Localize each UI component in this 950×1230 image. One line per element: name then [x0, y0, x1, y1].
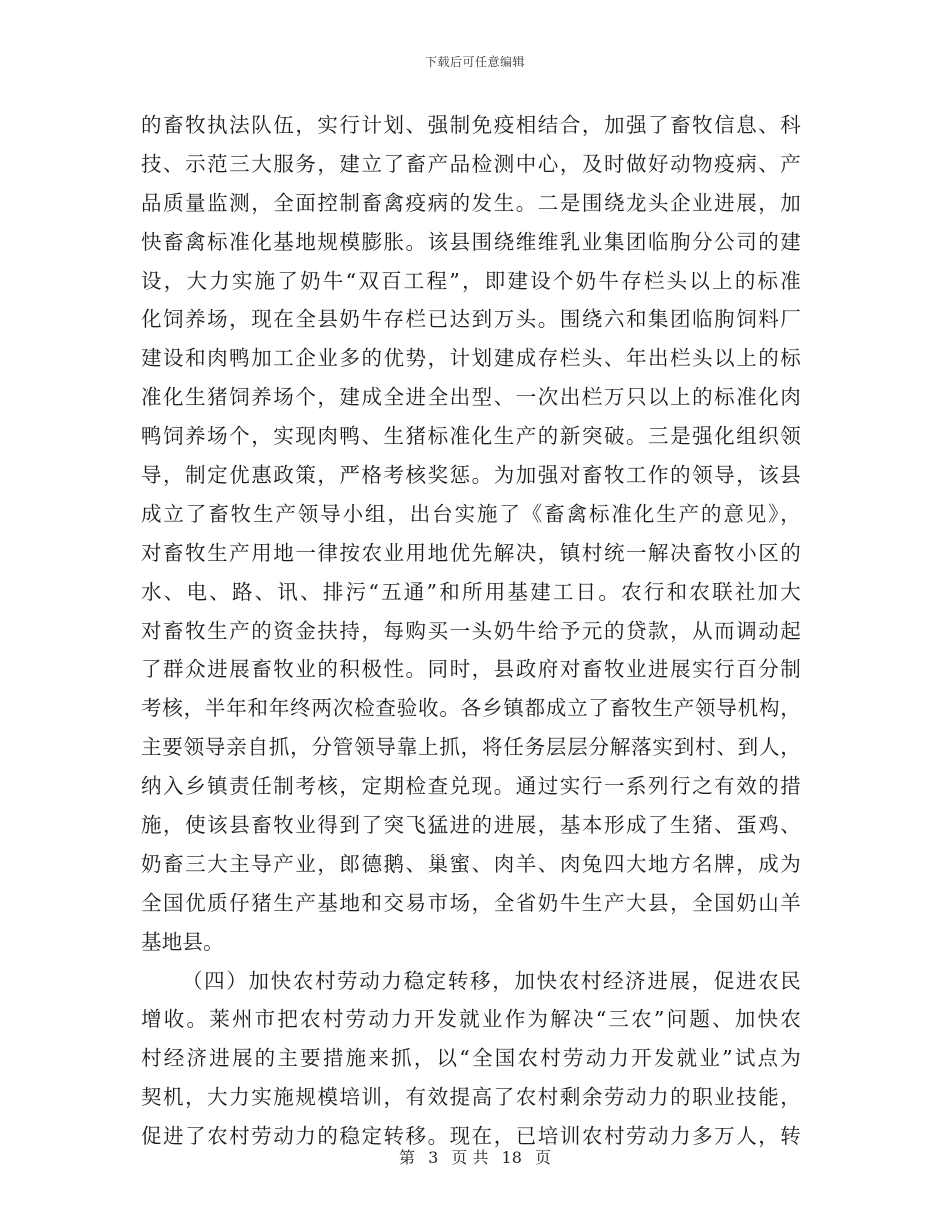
body-line: 鸭饲养场个，实现肉鸭、生猪标准化生产的新突破。三是强化组织领 [141, 424, 801, 449]
body-line: 奶畜三大主导产业，郎德鹅、巢蜜、肉羊、肉兔四大地方名牌，成为 [141, 851, 801, 876]
body-line: 品质量监测，全面控制畜禽疫病的发生。二是围绕龙头企业进展，加 [141, 190, 801, 215]
body-line: 快畜禽标准化基地规模膨胀。该县围绕维维乳业集团临朐分公司的建 [141, 229, 801, 254]
body-line: 化饲养场，现在全县奶牛存栏已达到万头。围绕六和集团临朐饲料厂 [141, 307, 801, 332]
body-line: 建设和肉鸭加工企业多的优势，计划建成存栏头、年出栏头以上的标 [141, 346, 801, 371]
body-line: 基地县。 [141, 929, 224, 954]
body-line: 主要领导亲自抓，分管领导靠上抓，将任务层层分解落实到村、到人， [141, 735, 801, 760]
footer-middle: 页 共 [451, 1148, 489, 1167]
body-line: 增收。莱州市把农村劳动力开发就业作为解决“三农”问题、加快农 [141, 1007, 801, 1032]
section-heading-line: （四）加快农村劳动力稳定转移，加快农村经济进展，促进农民 [182, 968, 801, 993]
body-line: 准化生猪饲养场个，建成全进全出型、一次出栏万只以上的标准化肉 [141, 385, 801, 410]
body-line: 了群众进展畜牧业的积极性。同时，县政府对畜牧业进展实行百分制 [141, 657, 801, 682]
footer-suffix: 页 [535, 1148, 552, 1167]
body-line: 设，大力实施了奶牛“双百工程”，即建设个奶牛存栏头以上的标准 [141, 268, 801, 293]
body-line: 契机，大力实施规模培训，有效提高了农村剩余劳动力的职业技能， [141, 1085, 801, 1110]
body-line: 的畜牧执法队伍，实行计划、强制免疫相结合，加强了畜牧信息、科 [141, 113, 801, 137]
body-line: 全国优质仔猪生产基地和交易市场，全省奶牛生产大县，全国奶山羊 [141, 890, 801, 915]
body-line: 成立了畜牧生产领导小组，出台实施了《畜禽标准化生产的意见》， [141, 501, 801, 526]
body-line: 导，制定优惠政策，严格考核奖惩。为加强对畜牧工作的领导，该县 [141, 463, 801, 488]
page-header: 下载后可任意编辑 [424, 55, 525, 69]
footer-prefix: 第 [398, 1148, 415, 1167]
body-line: 水、电、路、讯、排污“五通”和所用基建工日。农行和农联社加大 [141, 579, 801, 604]
page-footer [0, 1145, 950, 1168]
body-line: 技、示范三大服务，建立了畜产品检测中心，及时做好动物疫病、产 [141, 151, 801, 176]
body-line: 村经济进展的主要措施来抓，以“全国农村劳动力开发就业”试点为 [141, 1046, 801, 1071]
footer-total-pages: 18 [501, 1148, 522, 1167]
body-line: 施，使该县畜牧业得到了突飞猛进的进展，基本形成了生猪、蛋鸡、 [141, 813, 801, 838]
body-line: 促进了农村劳动力的稳定转移。现在，已培训农村劳动力多万人，转 [141, 1124, 801, 1149]
body-line: 纳入乡镇责任制考核，定期检查兑现。通过实行一系列行之有效的措 [141, 774, 801, 799]
body-line: 对畜牧生产用地一律按农业用地优先解决，镇村统一解决畜牧小区的 [141, 540, 801, 565]
body-line: 对畜牧生产的资金扶持，每购买一头奶牛给予元的贷款，从而调动起 [141, 618, 801, 643]
footer-page-number: 3 [428, 1148, 439, 1167]
document-body [141, 106, 801, 1156]
body-line: 考核，半年和年终两次检查验收。各乡镇都成立了畜牧生产领导机构， [141, 696, 801, 721]
